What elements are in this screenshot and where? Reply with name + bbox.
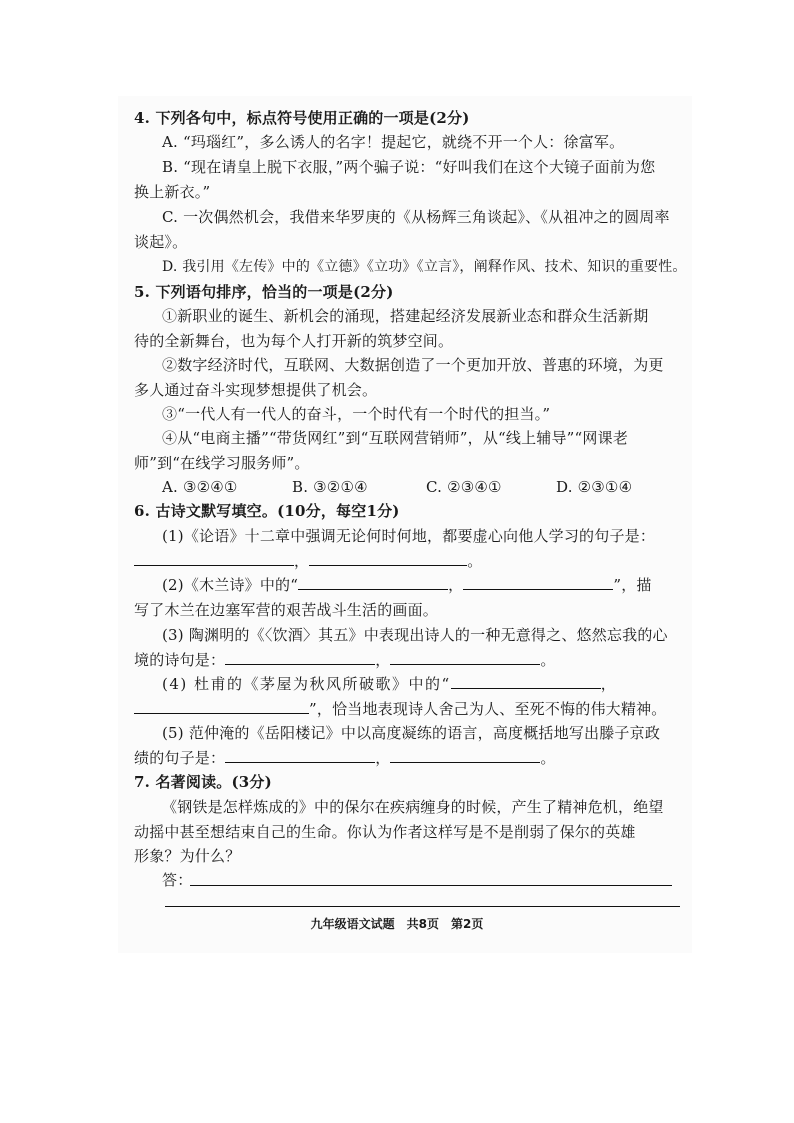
punct-comma: ， xyxy=(375,749,391,767)
punct-comma: ， xyxy=(375,651,391,669)
q7-text-line3: 形象？为什么？ xyxy=(134,847,241,865)
q5-option-c: C. ②③④① xyxy=(426,478,502,496)
q4-option-d: D. 我引用《左传》中的《立德》《立功》《立言》，阐释作风、技术、知识的重要性。 xyxy=(162,259,687,275)
q6-part2 xyxy=(162,575,652,595)
q4-option-c-line1: C. 一次偶然机会，我借来华罗庚的《从杨辉三角谈起》、《从祖冲之的圆周率 xyxy=(162,208,670,226)
q6-stem: 6. 古诗文默写填空。(10分，每空1分) xyxy=(134,502,400,520)
q6-part2-tail: ”，描 xyxy=(613,576,652,594)
blank-input[interactable] xyxy=(463,575,613,590)
q6-part1-blanks xyxy=(134,551,482,571)
q6-part3-cont xyxy=(134,650,556,670)
punct-period: 。 xyxy=(540,749,556,767)
blank-input[interactable] xyxy=(225,650,375,665)
q6-part5-cont xyxy=(134,748,556,768)
q5-sentence-4a: ④从“电商主播”“带货网红”到“互联网营销师”，从“线上辅导”“网课老 xyxy=(162,429,629,447)
q7-stem: 7. 名著阅读。(3分) xyxy=(134,773,272,791)
q4-option-c-line2: 谈起》。 xyxy=(134,233,188,251)
q5-sentence-4b: 师”到“在线学习服务师”。 xyxy=(134,454,310,472)
q5-sentence-1a: ①新职业的诞生、新机会的涌现，搭建起经济发展新业态和群众生活新期 xyxy=(162,307,649,325)
q6-part1: (1)《论语》十二章中强调无论何时何地，都要虚心向他人学习的句子是： xyxy=(162,527,656,545)
q4-stem: 4. 下列各句中，标点符号使用正确的一项是(2分) xyxy=(134,109,470,127)
q7-answer-label: 答： xyxy=(162,871,193,889)
q6-part2-cont: 写了木兰在边塞军营的艰苦战斗生活的画面。 xyxy=(134,601,439,619)
q4-option-b-line1: B. “现在请皇上脱下衣服，”两个骗子说：“好叫我们在这个大镜子面前为您 xyxy=(162,158,656,176)
punct-comma: ， xyxy=(600,675,616,693)
q6-part4 xyxy=(162,674,616,694)
blank-input[interactable] xyxy=(390,650,540,665)
punct-comma: ， xyxy=(448,576,464,594)
q4-option-a: A. “玛瑙红”，多么诱人的名字！提起它，就绕不开一个人：徐富军。 xyxy=(162,133,625,151)
blank-input[interactable] xyxy=(390,748,540,763)
q7-text-line1: 《钢铁是怎样炼成的》中的保尔在疾病缠身的时候，产生了精神危机，绝望 xyxy=(162,798,664,816)
q7-text-line2: 动摇中甚至想结束自己的生命。你认为作者这样写是不是削弱了保尔的英雄 xyxy=(134,823,636,841)
q6-part3: (3) 陶渊明的《〈饮酒〉其五》中表现出诗人的一种无意得之、悠然忘我的心 xyxy=(162,626,668,644)
blank-input[interactable] xyxy=(134,551,294,566)
punct-comma: ， xyxy=(294,552,310,570)
answer-line-2[interactable] xyxy=(165,906,680,907)
q6-part3-lead: 境的诗句是： xyxy=(134,651,226,669)
q6-part2-lead: (2)《木兰诗》中的“ xyxy=(162,576,299,594)
page-footer: 九年级语文试题 共8页 第2页 xyxy=(310,917,484,931)
q4-option-b-line2: 换上新衣。” xyxy=(134,183,211,201)
q6-part4-tail: ”，恰当地表现诗人舍己为人、至死不悔的伟大精神。 xyxy=(309,700,667,718)
blank-input[interactable] xyxy=(309,551,467,566)
q6-part4-cont xyxy=(134,699,666,719)
q5-sentence-1b: 待的全新舞台，也为每个人打开新的筑梦空间。 xyxy=(134,332,454,350)
blank-input[interactable] xyxy=(298,575,448,590)
blank-input[interactable] xyxy=(225,748,375,763)
q6-part4-lead: (4) 杜甫的《茅屋为秋风所破歌》中的“ xyxy=(162,675,451,693)
q5-option-b: B. ③②①④ xyxy=(292,478,368,496)
punct-period: 。 xyxy=(540,651,556,669)
q5-option-a: A. ③②④① xyxy=(162,478,238,496)
answer-line-1[interactable] xyxy=(190,885,672,886)
q5-stem: 5. 下列语句排序，恰当的一项是(2分) xyxy=(134,283,394,301)
q5-sentence-2a: ②数字经济时代，互联网、大数据创造了一个更加开放、普惠的环境，为更 xyxy=(162,356,664,374)
q6-part5-lead: 绩的句子是： xyxy=(134,749,226,767)
q5-sentence-2b: 多人通过奋斗实现梦想提供了机会。 xyxy=(134,381,378,399)
punct-period: 。 xyxy=(467,552,483,570)
q6-part5: (5) 范仲淹的《岳阳楼记》中以高度凝练的语言，高度概括地写出滕子京政 xyxy=(162,724,661,742)
q5-option-d: D. ②③①④ xyxy=(556,478,633,496)
blank-input[interactable] xyxy=(134,699,309,714)
q5-sentence-3: ③“一代人有一代人的奋斗，一个时代有一个时代的担当。” xyxy=(162,405,551,423)
blank-input[interactable] xyxy=(451,674,601,689)
